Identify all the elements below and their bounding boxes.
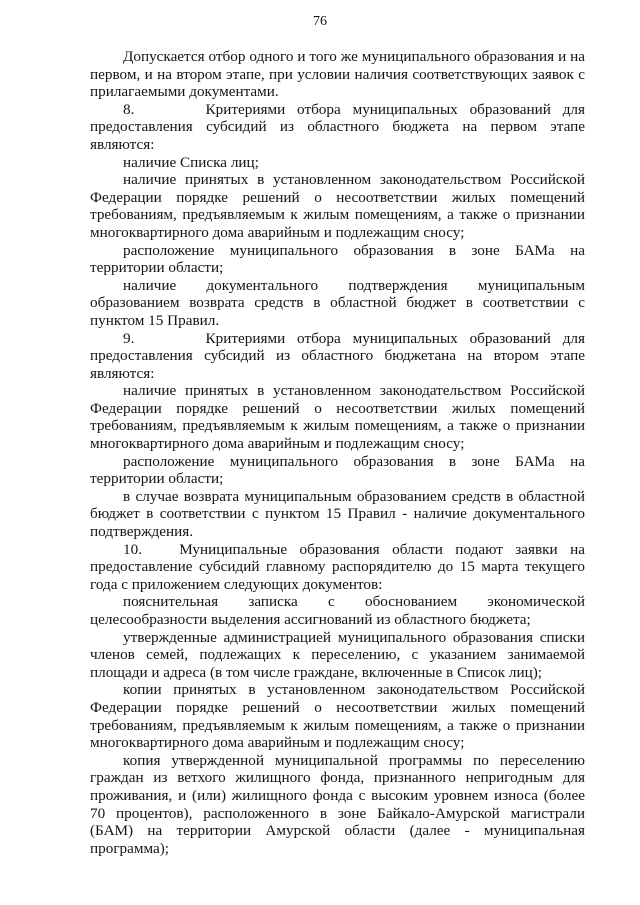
list-item-decision-copies: копии принятых в установленном законодательством Российской Федерации порядке решений о несоответствии жилых помещений требованиям, предъявляемым к жилым помещениям, а также о признании многоквартирного дома аварийным и подлежащим сносу; [90,681,585,752]
list-item-program-copy: копия утвержденной муниципальной программы по переселению граждан из ветхого жилищного фонда, признанного непригодным для проживания, и (или) жилищного фонда с высоким уровнем износа (более 70 процентов), расположенного в зоне Байкало-Амурской магистрали (БАМ) на территории Амурской области (далее - муниципальная программа); [90,751,585,857]
list-item-decisions-stage-two: наличие принятых в установленном законодательством Российской Федерации порядке решений о несоответствии жилых помещений требованиям, предъявляемым к жилым помещениям, а также о признании многоквартирного дома аварийным и подлежащим сносу; [90,382,585,453]
list-item-refund-stage-two: в случае возврата муниципальным образованием средств в областной бюджет в соответствии с пунктом 15 Правил - наличие документального подтверждения. [90,487,585,541]
list-item-explanatory-note: пояснительная записка с обоснованием экономической целесообразности выделения ассигнований из областного бюджета; [90,593,585,628]
document-body [90,48,585,857]
list-item-bam-zone: расположение муниципального образования в зоне БАМа на территории области; [90,241,585,277]
paragraph-criteria-stage-two: 9. Критериями отбора муниципальных образований для предоставления субсидий из областного бюджетана на втором этапе являются: [90,329,585,382]
list-item-refund-confirmation: наличие документального подтверждения муниципальным образованием возврата средств в областной бюджет в соответствии с пунктом 15 Правил. [90,276,585,329]
list-item-bam-zone-stage-two: расположение муниципального образования в зоне БАМа на территории области; [90,452,585,488]
paragraph-selection-repeat: Допускается отбор одного и того же муниципального образования и на первом, и на втором этапе, при условии наличия соответствующих заявок с прилагаемыми документами. [90,48,585,101]
page-number: 76 [313,14,327,29]
paragraph-criteria-stage-one: 8. Критериями отбора муниципальных образований для предоставления субсидий из областного бюджета на первом этапе являются: [90,100,585,153]
paragraph-applications: 10. Муниципальные образования области подают заявки на предоставление субсидий главному распорядителю до 15 марта текущего года с приложением следующих документов: [90,540,585,593]
list-item-persons-list: наличие Списка лиц; [123,153,259,171]
list-item-decisions: наличие принятых в установленном законодательством Российской Федерации порядке решений о несоответствии жилых помещений требованиям, предъявляемым к жилым помещениям, а также о признании многоквартирного дома аварийным и подлежащим сносу; [90,171,585,241]
list-item-family-lists: утвержденные администрацией муниципального образования списки членов семей, подлежащих к переселению, с указанием занимаемой площади и адреса (в том числе граждане, включенные в Список лиц); [90,628,585,681]
